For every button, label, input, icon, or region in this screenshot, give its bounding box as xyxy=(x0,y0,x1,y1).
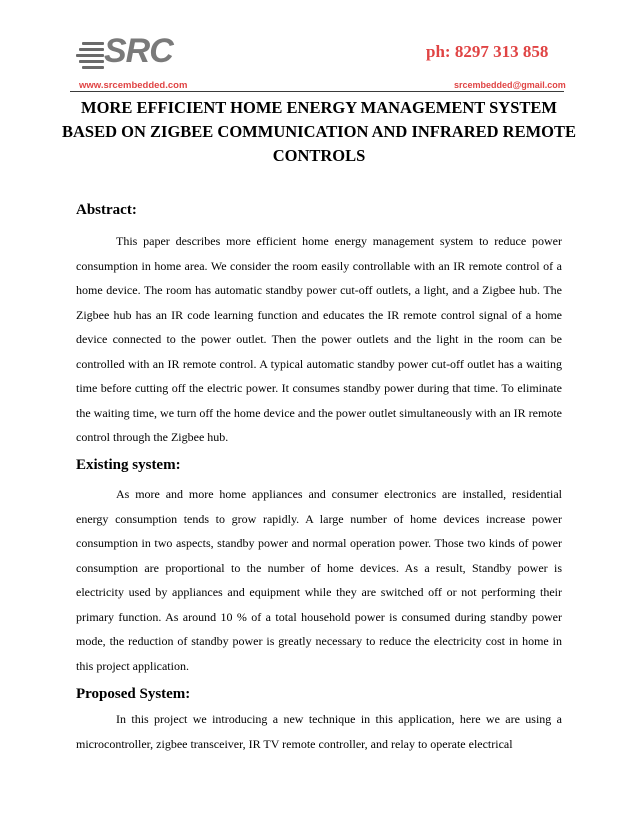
src-logo xyxy=(76,32,176,78)
existing-system-text: As more and more home appliances and consumer electronics are installed, residential energy consumption tends to grow rapidly. A large number of home devices increase power consumption in two aspects, standby power and normal operation power. Those two kinds of power consumption are proportional to the number of home devices. As a result, Standby power is electricity used by appliances and equipment while they are switched off or not performing their primary function. As around 10 % of a total household power is consumed during standby power mode, the reduction of standby power is greatly necessary to reduce the electricity cost in home in this project application. xyxy=(76,487,562,673)
website-link[interactable]: www.srcembedded.com xyxy=(79,80,188,91)
abstract-text: This paper describes more efficient home energy management system to reduce power consumption in home area. We consider the room easily controllable with an IR remote control of a home device. The room has automatic standby power cut-off outlets, a light, and a Zigbee hub. The Zigbee hub has an IR code learning function and educates the IR remote control signal of a home device connected to the power outlet. Then the power outlets and the light in the room can be controlled with an IR remote control. A typical automatic standby power cut-off outlet has a waiting time before cutting off the electric power. It consumes standby power during that time. To eliminate the waiting time, we turn off the home device and the power outlet simultaneously with an IR remote control through the Zigbee hub. xyxy=(76,234,562,444)
email-link[interactable]: srcembedded@gmail.com xyxy=(454,80,566,90)
existing-system-heading: Existing system: xyxy=(76,457,181,473)
header-divider xyxy=(70,91,564,92)
abstract-heading: Abstract: xyxy=(76,202,137,218)
proposed-system-heading: Proposed System: xyxy=(76,686,191,702)
logo-text: SRC xyxy=(104,32,173,70)
phone-number: ph: 8297 313 858 xyxy=(426,42,549,61)
proposed-system-text: In this project we introducing a new technique in this application, here we are using a microcontroller, zigbee transceiver, IR TV remote controller, and relay to operate electrical xyxy=(76,712,562,751)
document-title: MORE EFFICIENT HOME ENERGY MANAGEMENT SYSTEM BASED ON ZIGBEE COMMUNICATION AND INFRARED REMOTE CONTROLS xyxy=(62,98,576,165)
